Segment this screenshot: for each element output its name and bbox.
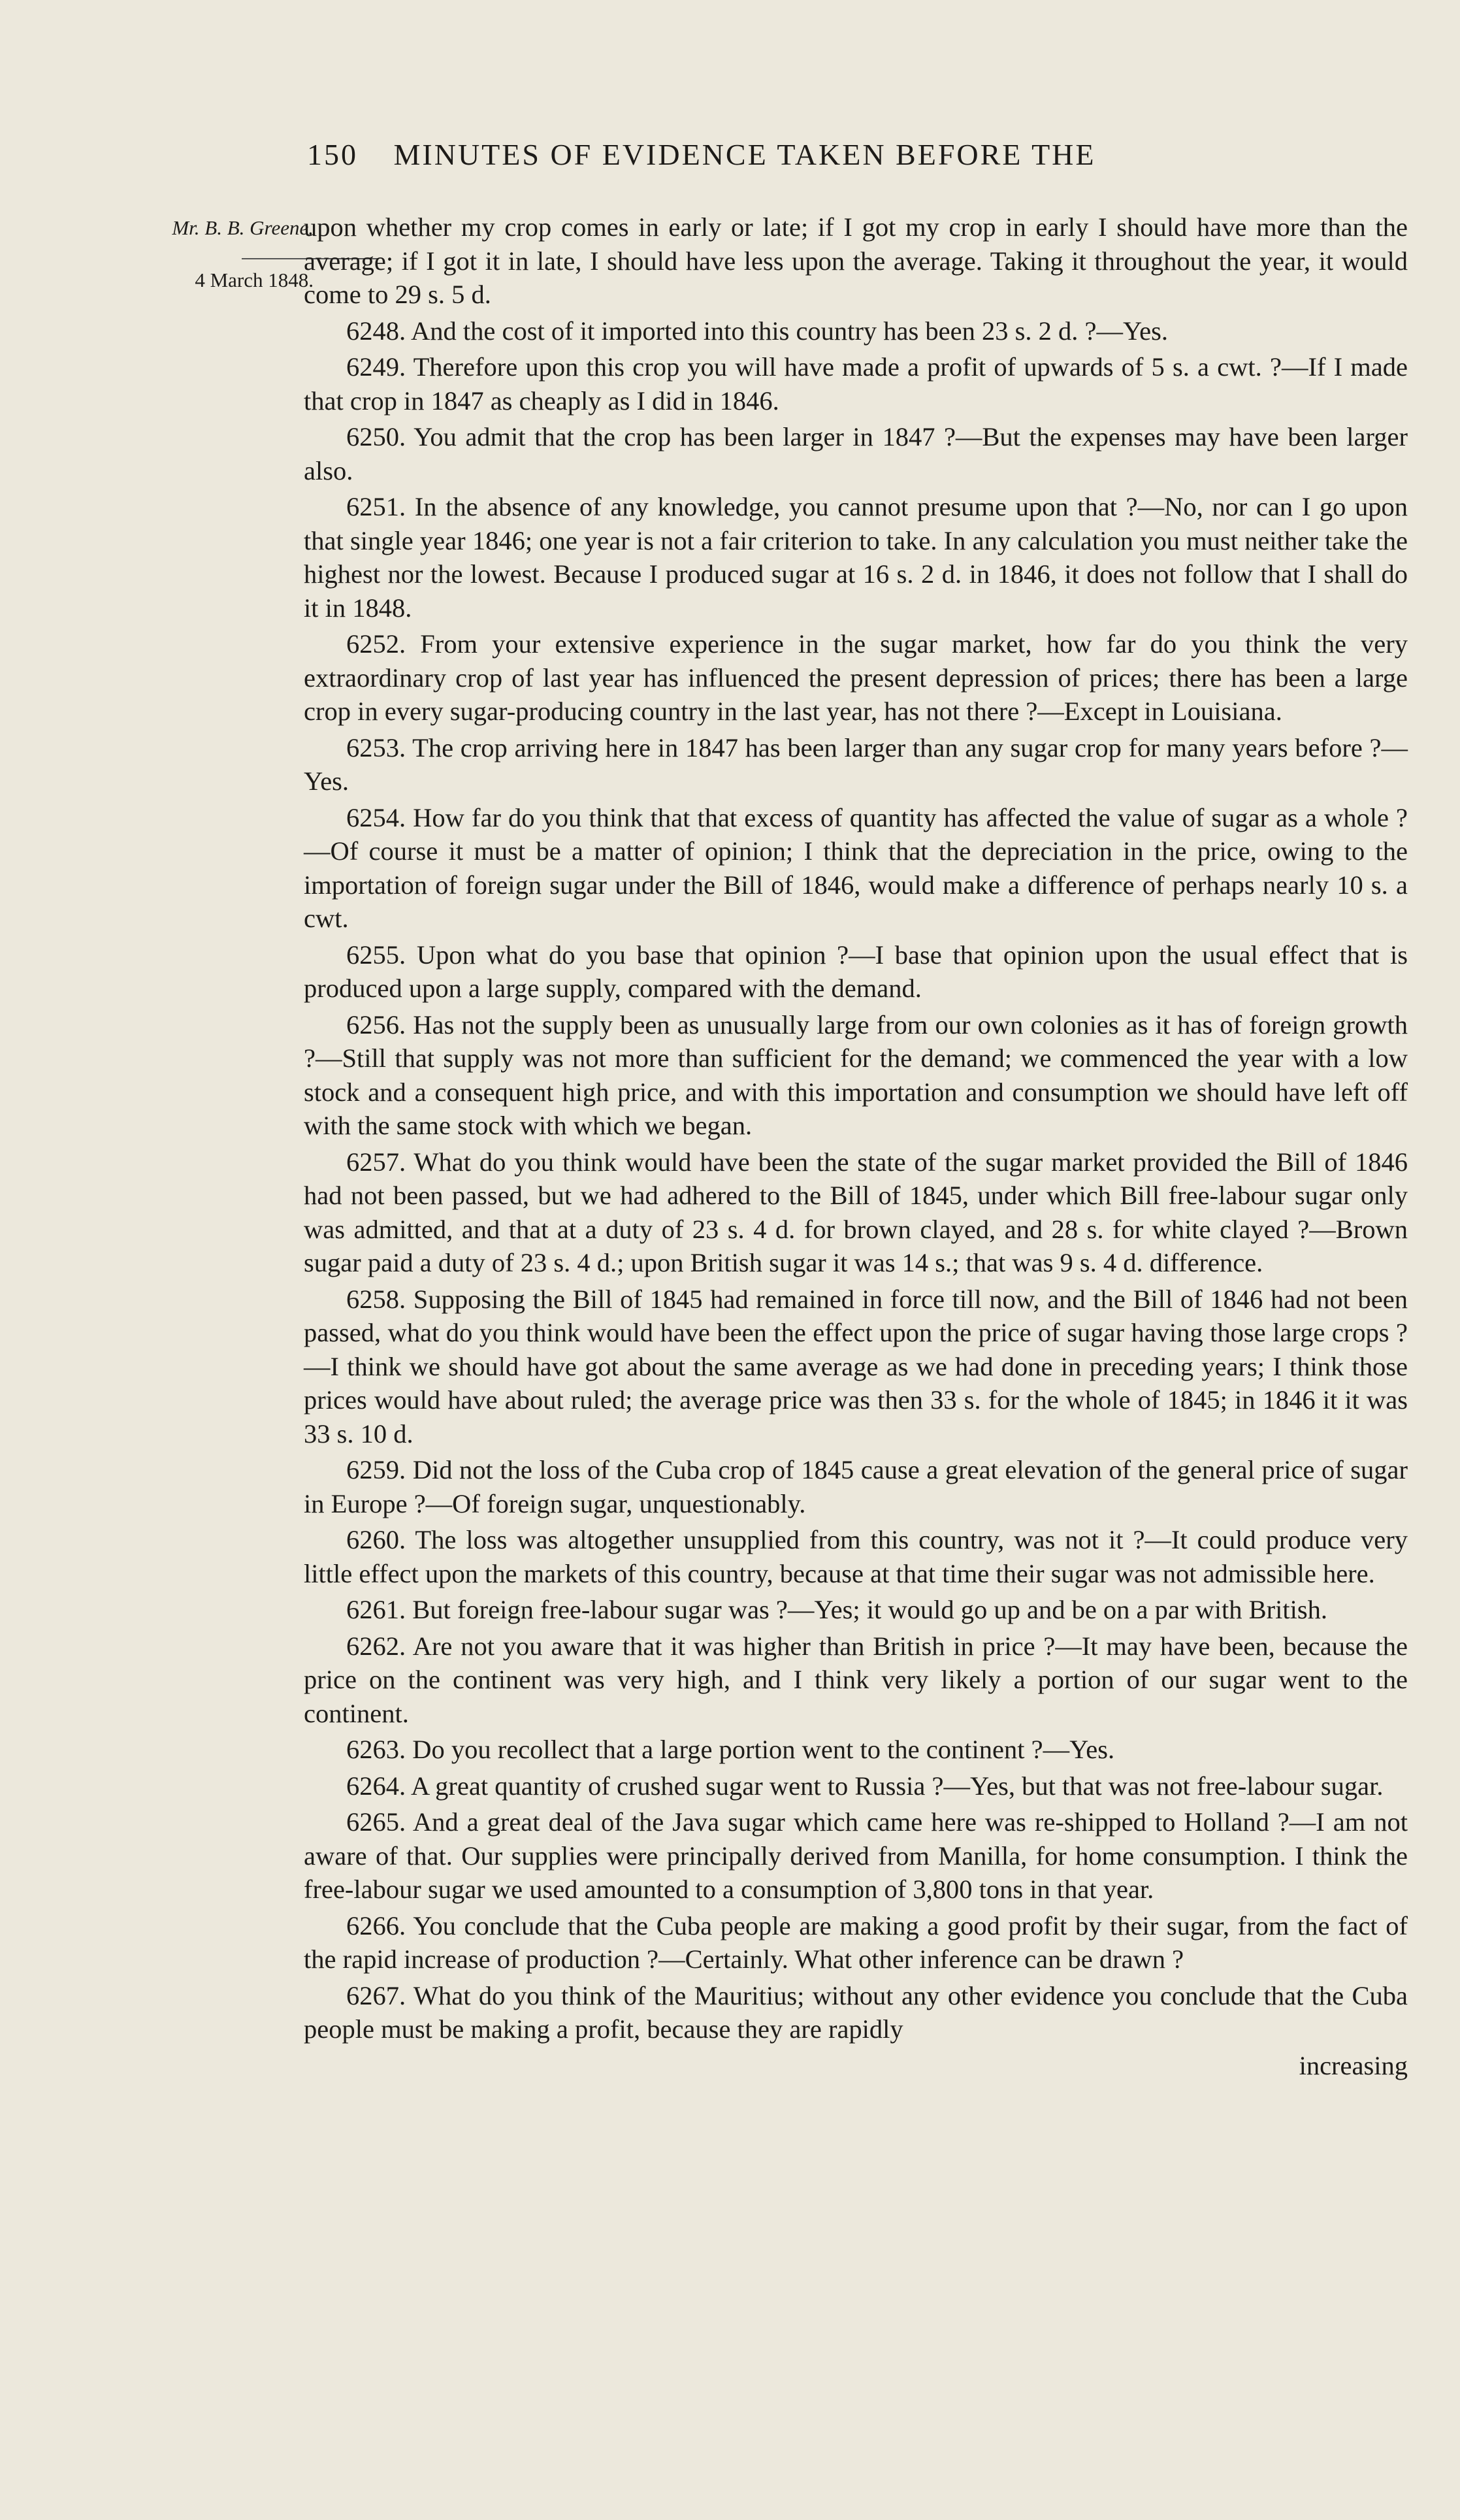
question-6255: 6255. Upon what do you base that opinion ?—I base that opinion upon the usual effect that is produced upon a large supply, compared with the demand.	[304, 940, 1408, 1003]
question-6259: 6259. Did not the loss of the Cuba crop of 1845 cause a great elevation of the general price of sugar in Europe ?—Of foreign sugar, unquestionably.	[304, 1455, 1408, 1518]
question-6258: 6258. Supposing the Bill of 1845 had remained in force till now, and the Bill of 1846 had not been passed, what do you think would have been the effect upon the price of sugar having those large crops ?—I think we should have got about the same average as we had done in preceding years; I think those prices would have about ruled; the average price was then 33 s. for the whole of 1845; in 1846 it it was 33 s. 10 d.	[304, 1284, 1408, 1448]
question-6257: 6257. What do you think would have been the state of the sugar market provided the Bill of 1846 had not been passed, but we had adhered to the Bill of 1845, under which Bill free-labour sugar only was admitted, and that at a duty of 23 s. 4 d. for brown clayed, and 28 s. for white clayed ?—Brown sugar paid a duty of 23 s. 4 d.; upon British sugar it was 14 s.; that was 9 s. 4 d. difference.	[304, 1147, 1408, 1277]
question-6251: 6251. In the absence of any knowledge, you cannot presume upon that ?—No, nor can I go upon that single year 1846; one year is not a fair criterion to take. In any calculation you must neither take the highest nor the lowest. Because I produced sugar at 16 s. 2 d. in 1846, it does not follow that I shall do it in 1848.	[304, 492, 1408, 623]
header-title: MINUTES OF EVIDENCE TAKEN BEFORE THE	[393, 138, 1096, 171]
question-6249: 6249. Therefore upon this crop you will have made a profit of upwards of 5 s. a cwt. ?—If I made that crop in 1847 as cheaply as I did in 1846.	[304, 352, 1408, 416]
question-6264: 6264. A great quantity of crushed sugar went to Russia ?—Yes, but that was not free-labour sugar.	[346, 1771, 1384, 1801]
question-6263: 6263. Do you recollect that a large portion went to the continent ?—Yes.	[346, 1735, 1115, 1764]
question-6266: 6266. You conclude that the Cuba people are making a good profit by their sugar, from the fact of the rapid increase of production ?—Certainly. What other inference can be drawn ?	[304, 1910, 1408, 1974]
body-text	[304, 210, 1408, 2082]
witness-date: 4 March 1848.	[195, 269, 314, 291]
question-6253: 6253. The crop arriving here in 1847 has been larger than any sugar crop for many years before ?—Yes.	[304, 732, 1408, 796]
paragraph-continuation: upon whether my crop comes in early or late; if I got my crop in early I should have more than the average; if I got it in late, I should have less upon the average. Taking it throughout the year, it would come to 29 s. 5 d.	[304, 212, 1408, 309]
catchword: increasing	[1299, 2050, 1408, 2080]
question-6262: 6262. Are not you aware that it was higher than British in price ?—It may have been, because the price on the continent was very high, and I think very likely a portion of our sugar went to the continent.	[304, 1631, 1408, 1728]
question-6261: 6261. But foreign free-labour sugar was ?—Yes; it would go up and be on a par with British.	[346, 1595, 1328, 1624]
question-6256: 6256. Has not the supply been as unusually large from our own colonies as it has of foreign growth ?—Still that supply was not more than sufficient for the demand; we commenced the year with a low stock and a consequent high price, and with this importation and consumption we should have left off with the same stock with which we began.	[304, 1009, 1408, 1140]
question-6254: 6254. How far do you think that that excess of quantity has affected the value of sugar as a whole ?—Of course it must be a matter of opinion; I think that the depreciation in the price, owing to the importation of foreign sugar under the Bill of 1846, would make a difference of perhaps nearly 10 s. a cwt.	[304, 802, 1408, 933]
running-header	[307, 137, 1411, 172]
question-6260: 6260. The loss was altogether unsupplied from this country, was not it ?—It could produce very little effect upon the markets of this country, because at that time their sugar was not admissible here.	[304, 1525, 1408, 1588]
witness-name: Mr. B. B. Greene.	[172, 216, 314, 239]
margin-note	[91, 212, 314, 296]
question-6250: 6250. You admit that the crop has been larger in 1847 ?—But the expenses may have been larger also.	[304, 422, 1408, 485]
question-6267: 6267. What do you think of the Mauritius; without any other evidence you conclude that the Cuba people must be making a profit, because they are rapidly	[304, 1980, 1408, 2044]
question-6248: 6248. And the cost of it imported into this country has been 23 s. 2 d. ?—Yes.	[346, 316, 1169, 346]
question-6265: 6265. And a great deal of the Java sugar which came here was re-shipped to Holland ?—I am not aware of that. Our supplies were principally derived from Manilla, for home consumption. I think the free-labour sugar we used amounted to a consumption of 3,800 tons in that year.	[304, 1807, 1408, 1904]
page-number: 150	[307, 138, 358, 171]
question-6252: 6252. From your extensive experience in the sugar market, how far do you think the very extraordinary crop of last year has influenced the present depression of prices; there has been a large crop in every sugar-producing country in the last year, has not there ?—Except in Louisiana.	[304, 629, 1408, 726]
